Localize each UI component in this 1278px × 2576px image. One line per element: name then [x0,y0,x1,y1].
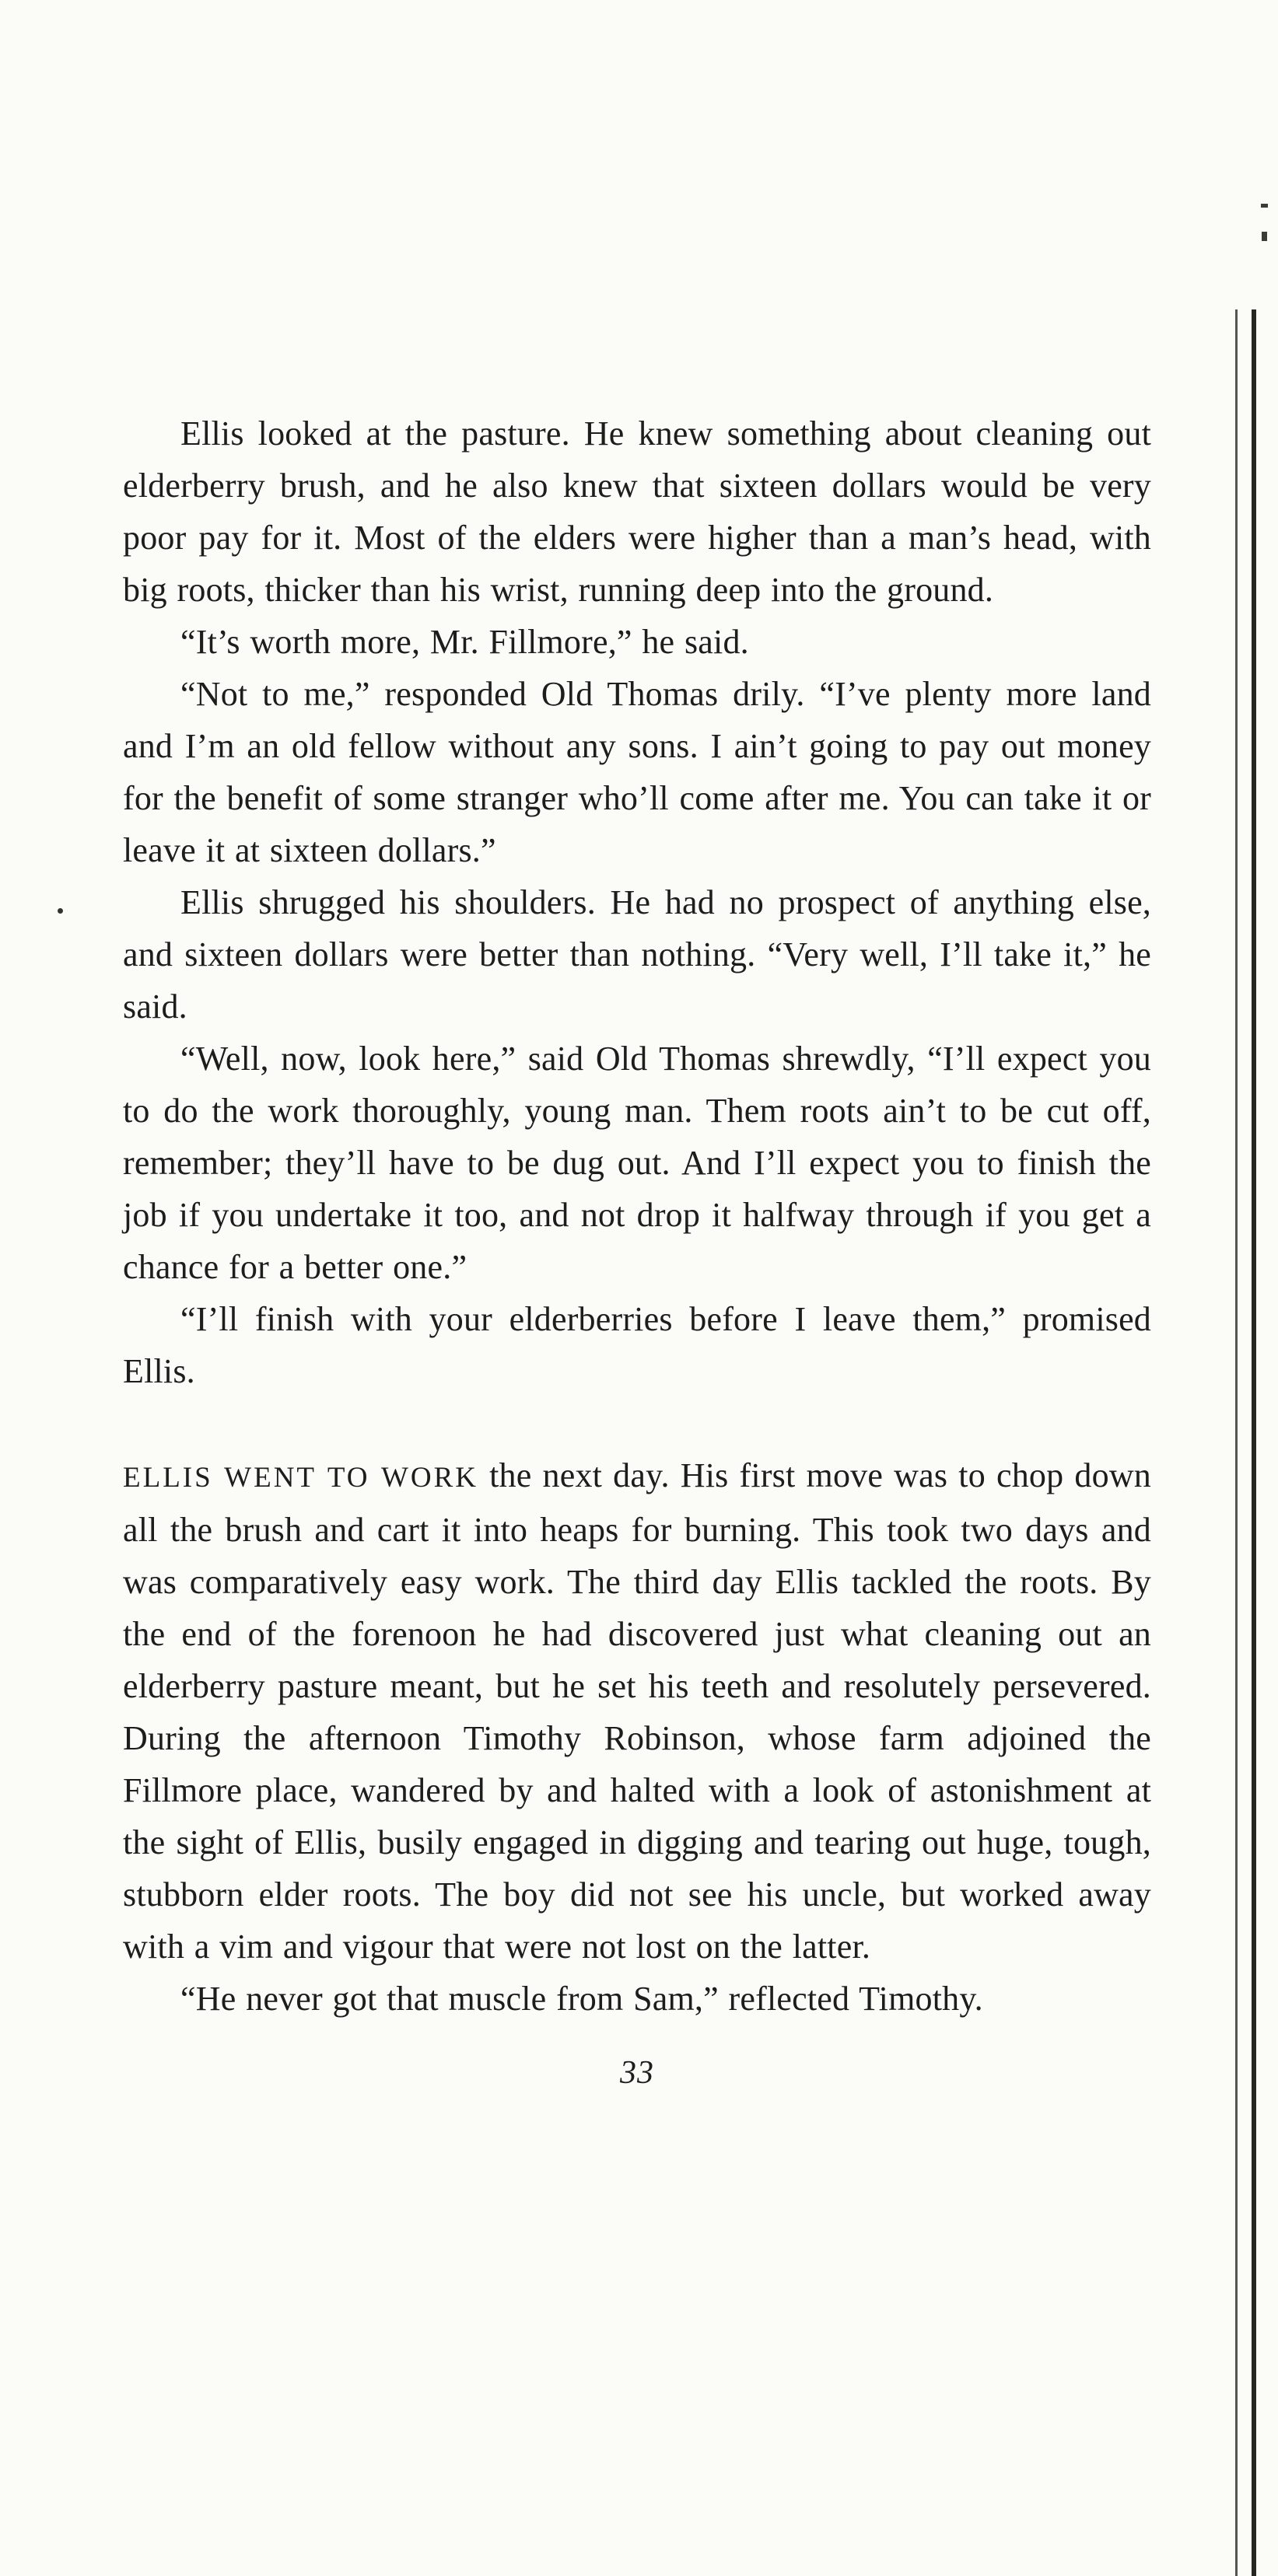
scan-corner-mark [1262,232,1267,241]
paragraph-5: “Well, now, look here,” said Old Thomas shrewdly, “I’ll expect you to do the work thoroughly, young man. Them roots ain’t to be cut off, remember; they’ll have to be dug out. And I’ll expect you to finish the job if you undertake it too, and not drop it halfway through if you get a chance for a better one.” [123,1040,1151,1286]
paragraph-1: Ellis looked at the pasture. He knew something about cleaning out elderberry brush, and he also knew that sixteen dollars would be very poor pay for it. Most of the elders were higher than a man’s head, with big roots, thicker than his wrist, running deep into the ground. [123,414,1151,609]
margin-dot-artifact [58,908,63,914]
page-edge-line-thick [1252,309,1256,2576]
paragraph-4: Ellis shrugged his shoulders. He had no prospect of anything else, and sixteen dollars were better than nothing. “Very well, I’ll take it,” he said. [123,883,1151,1026]
paragraph-7-body-text: the next day. His first move was to chop down all the brush and cart it into heaps for burning. This took two days and was comparatively easy work. The third day Ellis tackled the roots. By the end of the forenoon he had discovered just what cleaning out an elderberry pasture meant, but he set his teeth and resolutely persevered. During the afternoon Timothy Robinson, whose farm adjoined the Fillmore place, wandered by and halted with a look of astonishment at the sight of Ellis, busily engaged in digging and tearing out huge, tough, stubborn elder roots. The boy did not see his uncle, but worked away with a vim and vigour that were not lost on the latter. [123,1456,1151,1966]
paragraph-6: “I’ll finish with your elderberries before I leave them,” promised Ellis. [123,1300,1151,1390]
paragraph-2: “It’s worth more, Mr. Fillmore,” he said. [180,623,749,661]
paragraph-7-section-start [123,1449,1151,1973]
page-number: 33 [620,2055,654,2091]
paragraph-3: “Not to me,” responded Old Thomas drily. “I’ve plenty more land and I’m an old fellow without any sons. I ain’t going to pay out money for the benefit of some stranger who’ll come after me. You can take it or leave it at sixteen dollars.” [123,675,1151,869]
paragraph-8: “He never got that muscle from Sam,” reflected Timothy. [180,1980,983,2018]
small-caps-lead-in: ELLIS WENT TO WORK [123,1462,478,1494]
page-edge-line-thin [1235,309,1238,2576]
scan-corner-mark [1261,204,1268,208]
text-block [123,0,1151,2092]
